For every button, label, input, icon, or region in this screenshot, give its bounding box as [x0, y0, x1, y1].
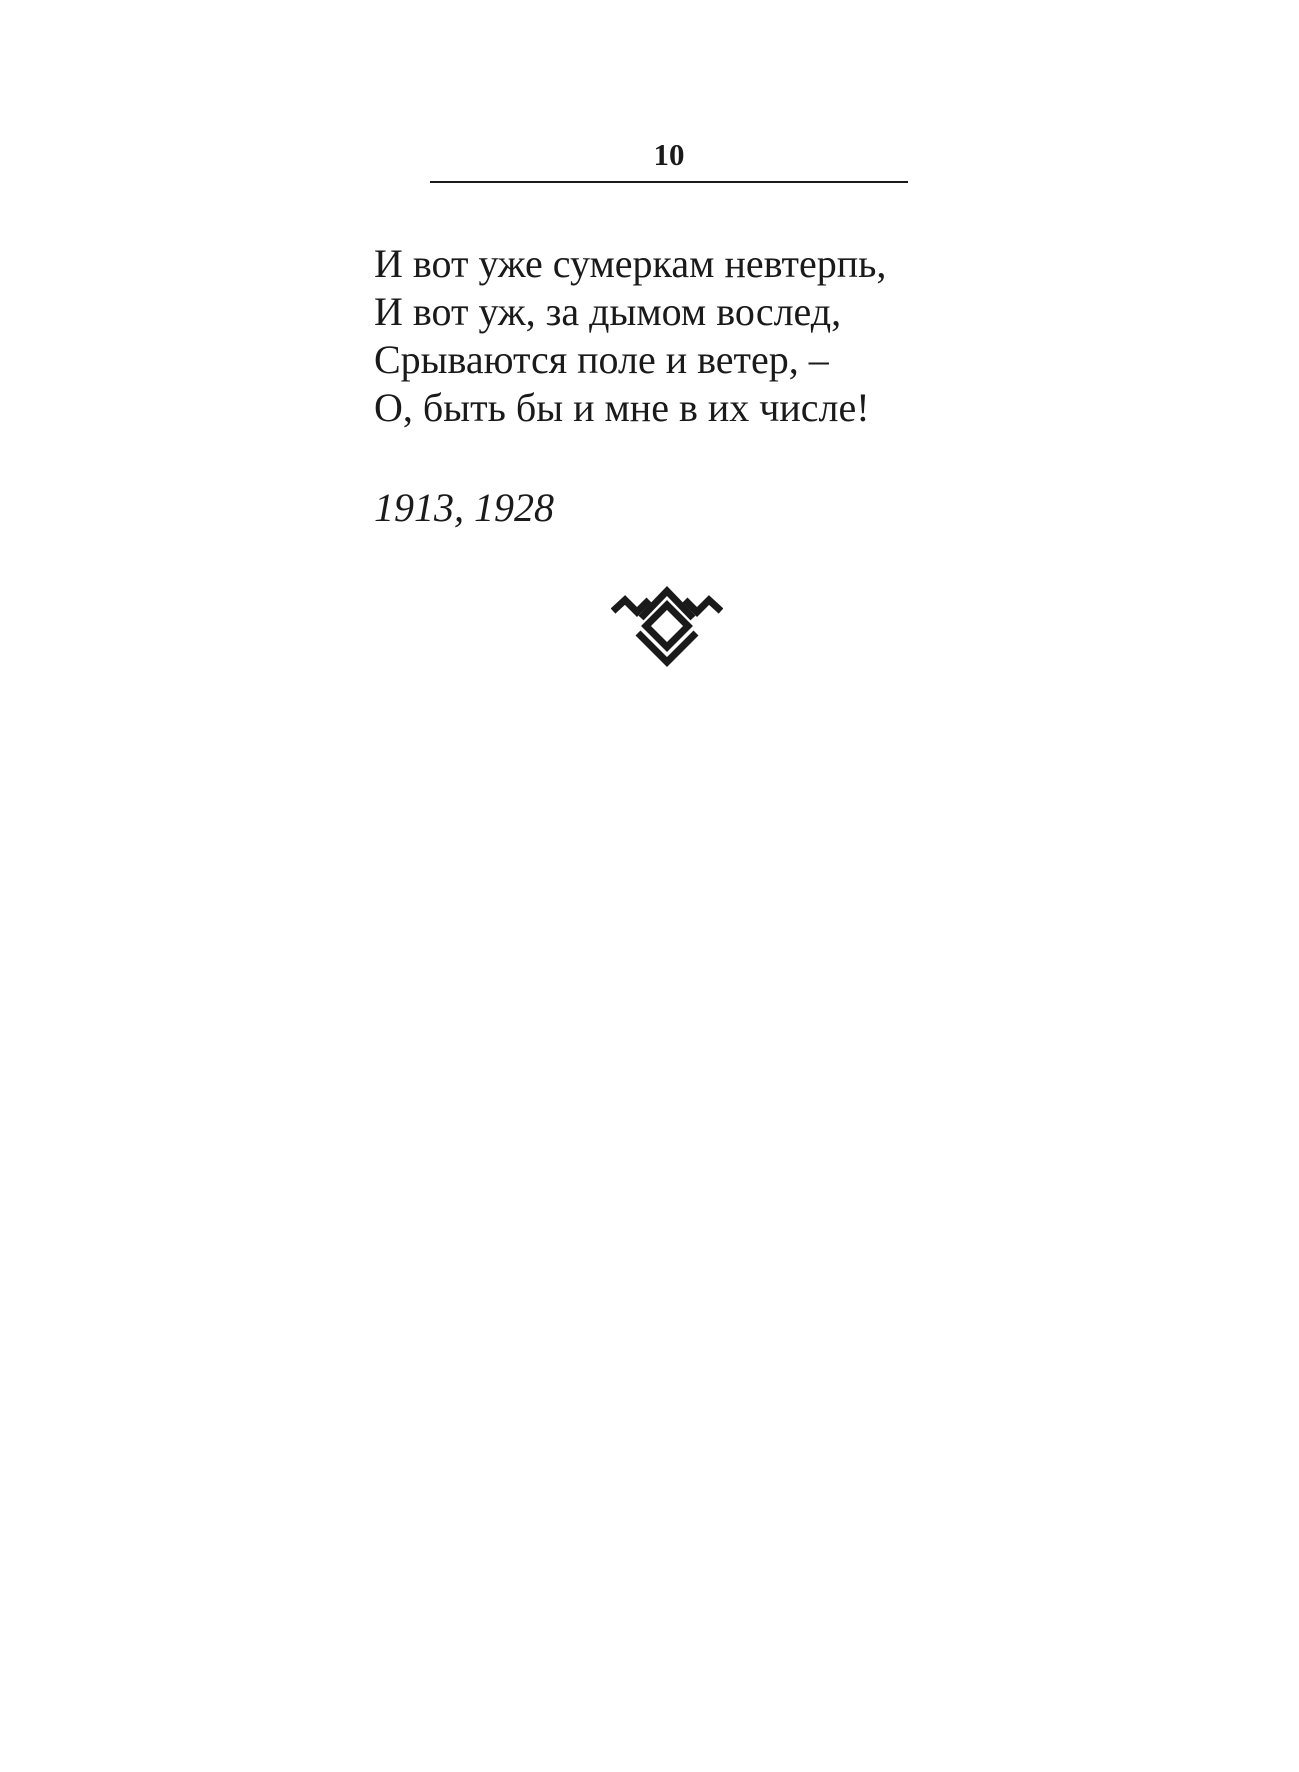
interlaced-diamond-ornament-icon [611, 583, 723, 667]
poem-line: Срываются поле и ветер, – [374, 337, 829, 382]
poem-line: О, быть бы и мне в их числе! [374, 385, 870, 430]
poem-stanza [374, 240, 1014, 432]
poem-line: И вот уже сумеркам невтерпь, [374, 241, 887, 286]
page-number: 10 [653, 137, 685, 172]
poem-date: 1913, 1928 [374, 485, 554, 530]
header-rule [430, 181, 908, 183]
poem-line: И вот уж, за дымом вослед, [374, 289, 842, 334]
